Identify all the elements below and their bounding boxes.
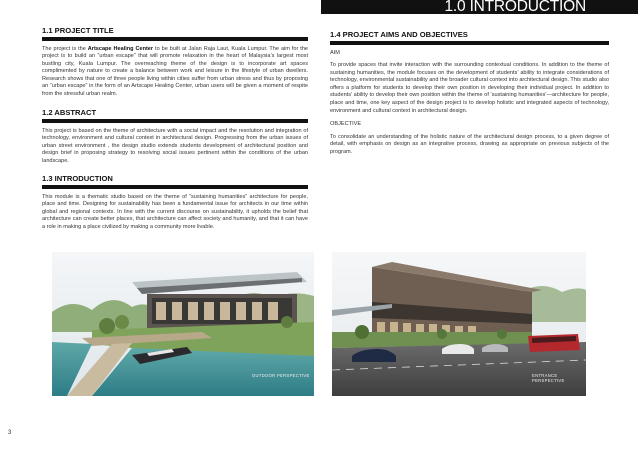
section-text: This module is a thematic studio based on the theme of “sustaining humanities” architecture for people, place and time. Designing for sustainability has been a fundamental issue for architects in our time within global and regional contexts. In line with the current discourse on sustainability, it upholds the belief that architecture can create better places, that architecture can affect society and humanity, and that it can have a role in making a place civilized by making a community more livable. bbox=[42, 193, 308, 230]
section-text bbox=[42, 46, 308, 99]
page-number: 3 bbox=[8, 430, 12, 436]
text-span: to be built at Jalan Raja Laut, Kuala Lumpur. The aim for the project is to build an “urban escape” that will promote relaxation in the heart of Malaysia’s largest most bustling city, Kuala Lumpur. The overreaching theme of the design is to incorporate art spaces complimented by nature to create a balance between work and leisure in the lifestyle of urban dwellers. Research shows that one of three people living within cities suffer from urban stress and thus by proposing an “urban escape” in the form of an Artscape Healing Center, urban users will be given a moment of respite from the stressful urban realm. bbox=[42, 45, 308, 98]
outdoor-perspective-image bbox=[52, 252, 314, 396]
section-aims bbox=[330, 30, 609, 157]
section-introduction bbox=[42, 174, 308, 231]
section-heading: 1.2 ABSTRACT bbox=[42, 108, 97, 117]
section-text: This project is based on the theme of architecture with a social impact and the resolution and integration of technology, environment and cultural context in architectural design. Progressing from the urban issues of urban street environment , the design studio extends students development of architectural position and design brief in proposing strategy to resolving social issues pertinent within the conditions of the urban landscape. bbox=[42, 127, 308, 164]
section-heading: 1.3 INTRODUCTION bbox=[42, 174, 113, 183]
entrance-perspective-image bbox=[332, 252, 586, 396]
aim-label: AIM bbox=[330, 49, 340, 56]
section-heading: 1.4 PROJECT AIMS AND OBJECTIVES bbox=[330, 30, 468, 39]
image-caption: OUTDOOR PERSPECTIVE bbox=[252, 373, 310, 378]
section-project-title bbox=[42, 26, 308, 99]
aim-text: To provide spaces that invite interaction with the surrounding contextual conditions. In addition to the theme of sustaining humanities, the module focuses on the development of students’ ability to integrate considerations of technology, environmental sustainability and the broader cultural context into architectural design. This studio also offers a platform for students to develop their own position in developing their individual project. In addition to students’ ability to develop their own position within the theme of ‘sustaining humanities’—architecture for people, place and time, one key aspect of the design project is to develop holistic and integrated aspects of technology, environment and cultural context in architectural design. bbox=[330, 62, 609, 114]
heading-rule bbox=[42, 185, 308, 189]
project-name: Artscape Healing Center bbox=[87, 45, 154, 52]
section-heading: 1.1 PROJECT TITLE bbox=[42, 26, 114, 35]
header-bar bbox=[321, 0, 638, 14]
text-span: The project is the bbox=[42, 45, 88, 52]
image-caption: ENTRANCE PERSPECTIVE bbox=[532, 373, 565, 383]
heading-rule bbox=[42, 119, 308, 123]
section-abstract bbox=[42, 108, 308, 165]
objective-label: OBJECTIVE bbox=[330, 121, 362, 128]
heading-rule bbox=[42, 37, 308, 41]
heading-rule bbox=[330, 41, 609, 45]
objective-text: To consolidate an understanding of the holistic nature of the architectural design process, to a given degree of detail, with emphasis on design as an integrative process, drawing as appropriate on previous subjects of the program. bbox=[330, 133, 609, 156]
page-title: 1.0 INTRODUCTION bbox=[444, 0, 586, 15]
